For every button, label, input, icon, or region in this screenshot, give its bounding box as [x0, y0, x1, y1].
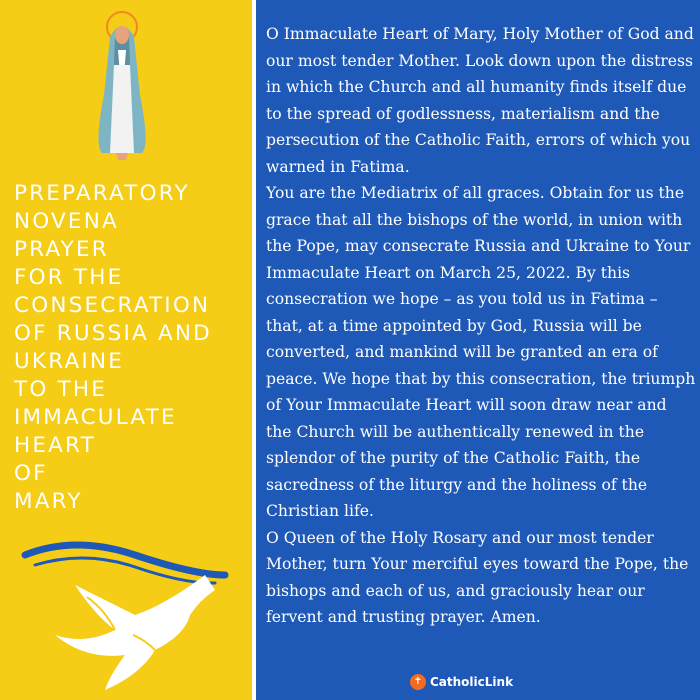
page-title [14, 180, 250, 516]
prayer-paragraph: O Immaculate Heart of Mary, Holy Mother of God and our most tender Mother. Look down upon the distress in which the Church and all humanity finds itself due to the spread of godlessness, materialism and the persecution of the Catholic Faith, errors of which you warned in Fatima. [266, 25, 694, 176]
title-line: TO THE [14, 377, 107, 402]
virgin-mary-icon [80, 5, 170, 165]
title-line: PREPARATORY [14, 181, 190, 206]
brand-logo [410, 674, 513, 690]
title-line: IMMACULATE [14, 405, 177, 430]
brand-name: CatholicLink [430, 675, 514, 689]
title-line: OF RUSSIA AND [14, 321, 212, 346]
title-line: CONSECRATION [14, 293, 211, 318]
title-line: OF [14, 461, 48, 486]
title-line: NOVENA [14, 209, 119, 234]
left-panel [0, 0, 252, 700]
title-line: UKRAINE [14, 349, 125, 374]
prayer-paragraph: O Queen of the Holy Rosary and our most tender Mother, turn Your merciful eyes toward the Pope, the bishops and each of us, and graciously hear our fervent and trusting prayer. Amen. [266, 528, 689, 626]
prayer-paragraph: You are the Mediatrix of all graces. Obtain for us the grace that all the bishops of the world, in union with the Pope, may consecrate Russia and Ukraine to Your Immaculate Heart on March 25, 2022. By this consecration we hope – as you told us in Fatima – that, at a time appointed by God, Russia will be converted, and mankind will be granted an era of peace. We hope that by this consecration, the triumph of Your Immaculate Heart will soon draw near and the Church will be authentically renewed in the splendor of the purity of the Catholic Faith, the sacredness of the liturgy and the holiness of the Christian life. [266, 184, 696, 520]
title-line: HEART [14, 433, 96, 458]
catholiclink-icon: ✝ [410, 674, 426, 690]
title-line: FOR THE [14, 265, 124, 290]
title-line: MARY [14, 489, 83, 514]
title-line: PRAYER [14, 237, 109, 262]
prayer-text [266, 21, 696, 631]
dove-icon [15, 535, 235, 695]
right-panel [256, 0, 700, 700]
